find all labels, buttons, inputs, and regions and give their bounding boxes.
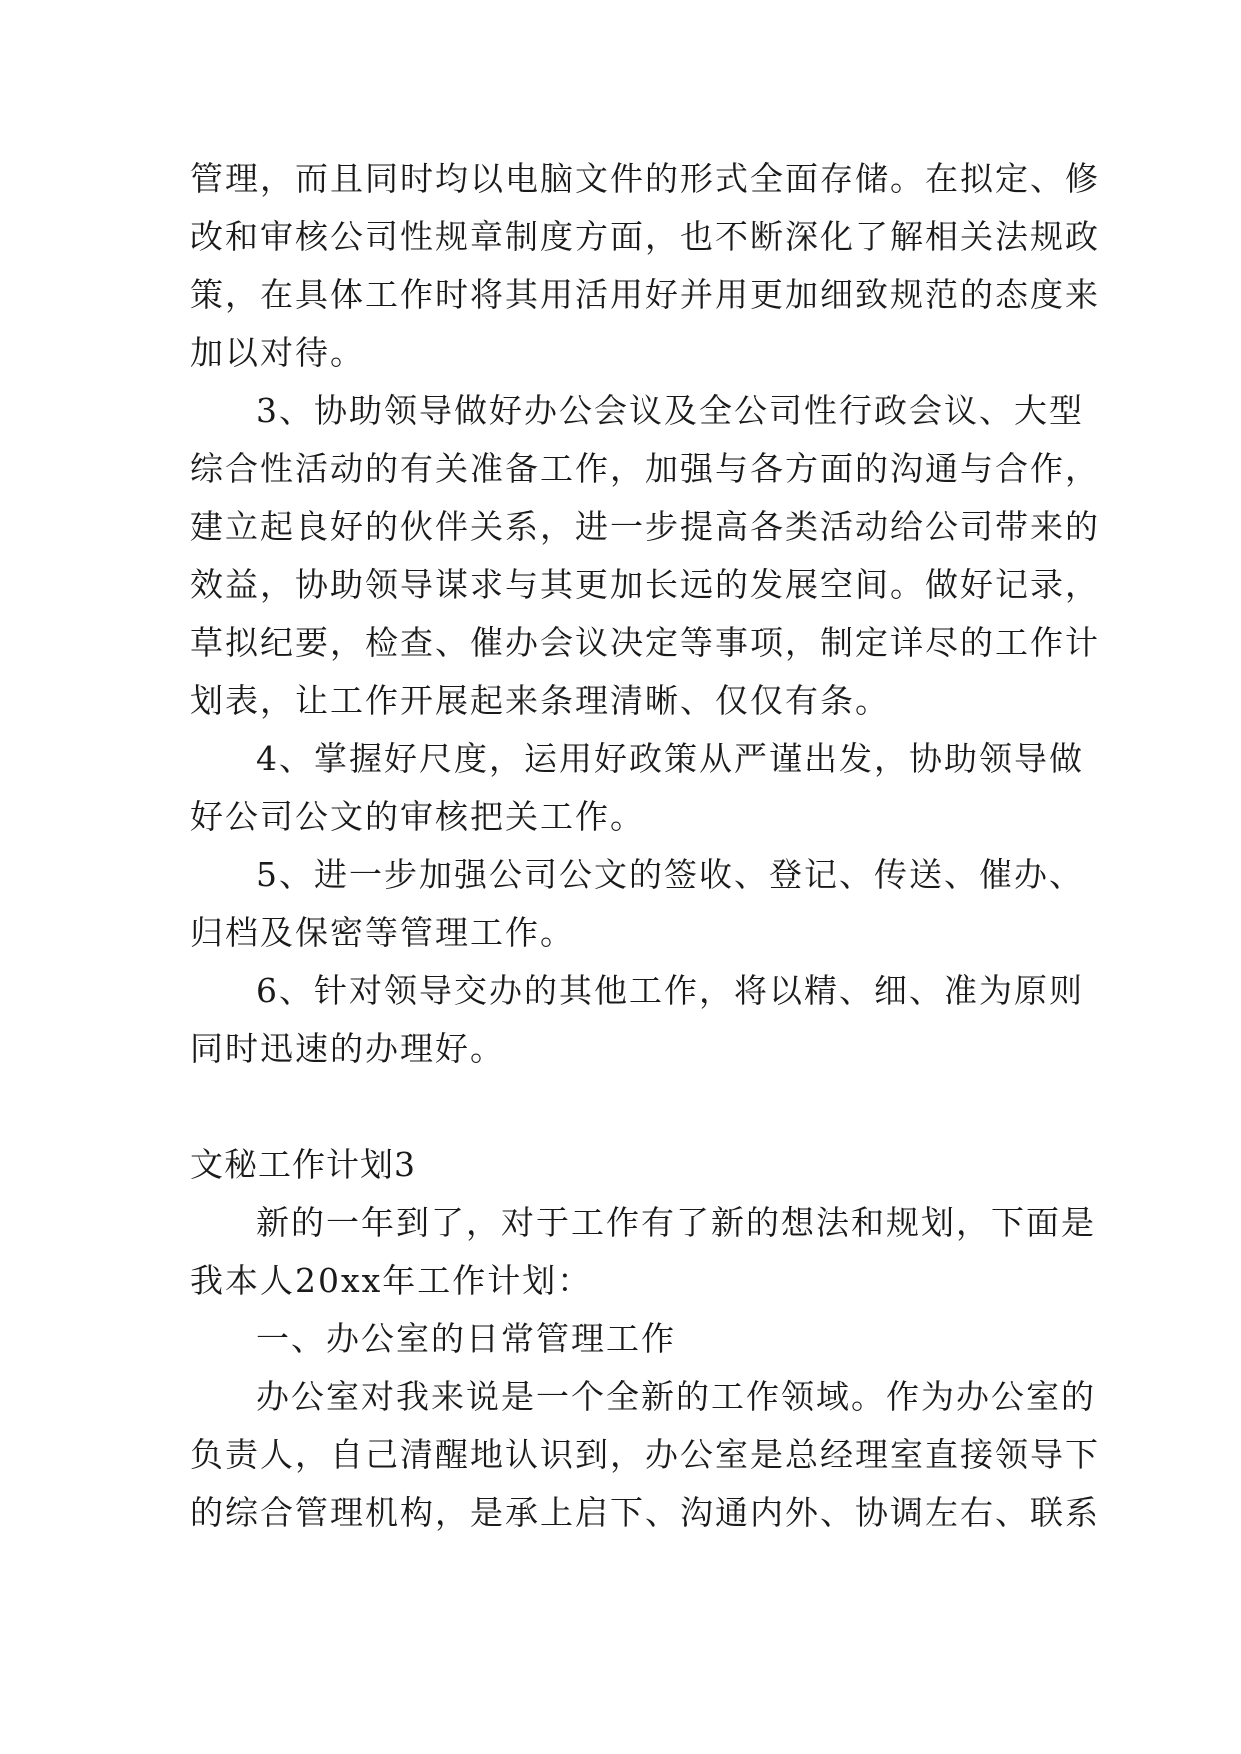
text-line: 管理，而且同时均以电脑文件的形式全面存储。在拟定、修 (190, 159, 1100, 198)
text-line: 办公室对我来说是一个全新的工作领域。作为办公室的 (256, 1377, 1096, 1416)
text-line: 综合性活动的有关准备工作，加强与各方面的沟通与合作， (190, 449, 1100, 488)
text-line: 负责人，自己清醒地认识到，办公室是总经理室直接领导下 (190, 1435, 1100, 1474)
item-5-paragraph (190, 846, 1084, 962)
text-line: 草拟纪要，检查、催办会议决定等事项，制定详尽的工作计 (190, 623, 1100, 662)
body-paragraph (190, 1368, 1100, 1542)
text-line: 好公司公文的审核把关工作。 (190, 797, 645, 836)
text-line: 6、针对领导交办的其他工作，将以精、细、准为原则 (256, 971, 1084, 1010)
text-line: 策，在具体工作时将其用活用好并用更加细致规范的态度来 (190, 275, 1100, 314)
text-line: 建立起良好的伙伴关系，进一步提高各类活动给公司带来的 (190, 507, 1100, 546)
item-4-paragraph (190, 730, 1084, 846)
text-line: 效益，协助领导谋求与其更加长远的发展空间。做好记录， (190, 565, 1100, 604)
text-line: 改和审核公司性规章制度方面，也不断深化了解相关法规政 (190, 217, 1100, 256)
text-line: 归档及保密等管理工作。 (190, 913, 575, 952)
text-line: 的综合管理机构，是承上启下、沟通内外、协调左右、联系 (190, 1493, 1100, 1532)
text-line: 我本人20xx年工作计划： (190, 1261, 593, 1300)
section-intro-paragraph (190, 1194, 1096, 1310)
subheading: 一、办公室的日常管理工作 (256, 1319, 676, 1358)
text-line: 加以对待。 (190, 333, 365, 372)
item-6-paragraph (190, 962, 1084, 1078)
text-line: 4、掌握好尺度，运用好政策从严谨出发，协助领导做 (256, 739, 1084, 778)
text-line: 划表，让工作开展起来条理清晰、仅仅有条。 (190, 681, 890, 720)
text-line: 5、进一步加强公司公文的签收、登记、传送、催办、 (256, 855, 1084, 894)
text-line: 3、协助领导做好办公会议及全公司性行政会议、大型 (256, 391, 1084, 430)
section-title: 文秘工作计划3 (190, 1145, 416, 1184)
text-line: 新的一年到了，对于工作有了新的想法和规划，下面是 (256, 1203, 1096, 1242)
document-page (190, 150, 1100, 1542)
intro-paragraph (190, 150, 1100, 382)
item-3-paragraph (190, 382, 1100, 730)
text-line: 同时迅速的办理好。 (190, 1029, 505, 1068)
